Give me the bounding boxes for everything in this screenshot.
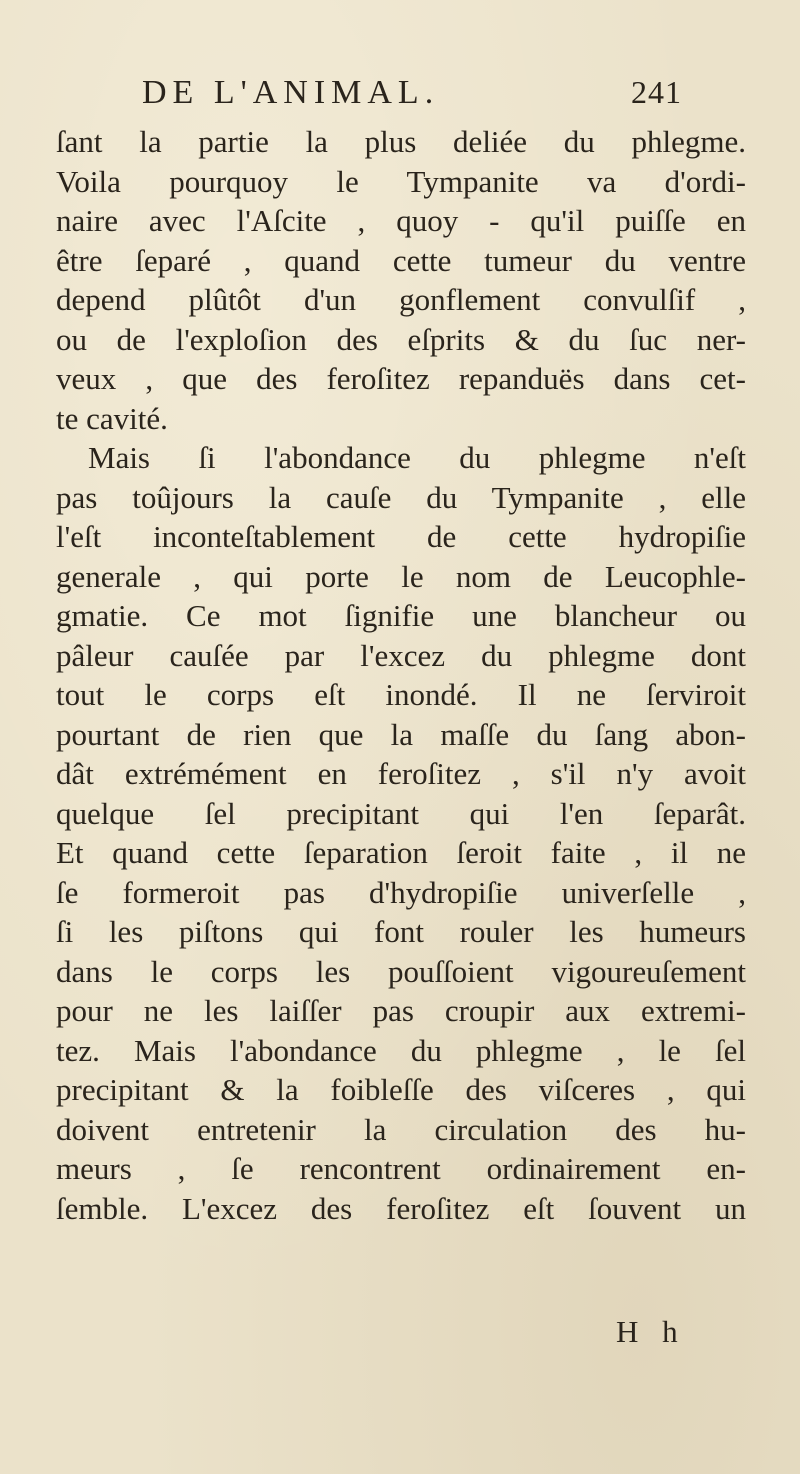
- text-line: dât extrémément en feroſitez , s'il n'y avoit: [56, 756, 746, 791]
- text-line: dans le corps les pouſſoient vigoureuſement: [56, 953, 746, 989]
- text-line: meurs , ſe rencontrent ordinairement en-: [56, 1151, 746, 1186]
- text-line: ou de l'exploſion des eſprits & du ſuc ner-: [56, 321, 746, 357]
- text-line: pas toûjours la cauſe du Tympanite , elle: [56, 479, 746, 515]
- text-line: pâleur cauſée par l'excez du phlegme dont: [56, 637, 746, 673]
- text-line: gmatie. Ce mot ſignifie une blancheur ou: [56, 598, 746, 633]
- text-line: doivent entretenir la circulation des hu-: [56, 1111, 746, 1147]
- text-line: être ſeparé , quand cette tumeur du ventre: [56, 242, 746, 278]
- body-text: [56, 122, 746, 1228]
- text-line: veux , que des feroſitez repanduës dans cet-: [56, 361, 746, 396]
- text-line: generale , qui porte le nom de Leucophle-: [56, 558, 746, 594]
- text-line: ſi les piſtons qui font rouler les humeurs: [56, 914, 746, 949]
- text-line: ſemble. L'excez des feroſitez eſt ſouvent un: [56, 1190, 746, 1226]
- text-line: pour ne les laiſſer pas croupir aux extremi-: [56, 993, 746, 1028]
- text-line: l'eſt inconteſtablement de cette hydropiſie: [56, 519, 746, 554]
- text-line: te cavité.: [56, 400, 168, 436]
- text-line: precipitant & la foibleſſe des viſceres , qui: [56, 1072, 746, 1107]
- paragraph-start-line: Mais ſi l'abondance du phlegme n'eſt: [88, 440, 746, 475]
- running-head: [142, 74, 682, 114]
- text-line: pourtant de rien que la maſſe du ſang abon-: [56, 716, 746, 752]
- text-line: tez. Mais l'abondance du phlegme , le ſel: [56, 1032, 746, 1068]
- text-line: quelque ſel precipitant qui l'en ſeparât.: [56, 795, 746, 831]
- text-line: naire avec l'Aſcite , quoy - qu'il puiſſe en: [56, 203, 746, 238]
- text-line: tout le corps eſt inondé. Il ne ſerviroit: [56, 677, 746, 712]
- text-line: ſe formeroit pas d'hydropiſie univerſelle ,: [56, 874, 746, 910]
- text-line: Voila pourquoy le Tympanite va d'ordi-: [56, 163, 746, 199]
- text-line: depend plûtôt d'un gonflement convulſif ,: [56, 282, 746, 317]
- text-line: ſant la partie la plus deliée du phlegme.: [56, 124, 746, 159]
- running-head-title: DE L'ANIMAL.: [142, 74, 440, 111]
- page-number: 241: [631, 74, 682, 110]
- signature-mark: H h: [616, 1314, 686, 1349]
- text-line: Et quand cette ſeparation ſeroit faite , il ne: [56, 835, 746, 870]
